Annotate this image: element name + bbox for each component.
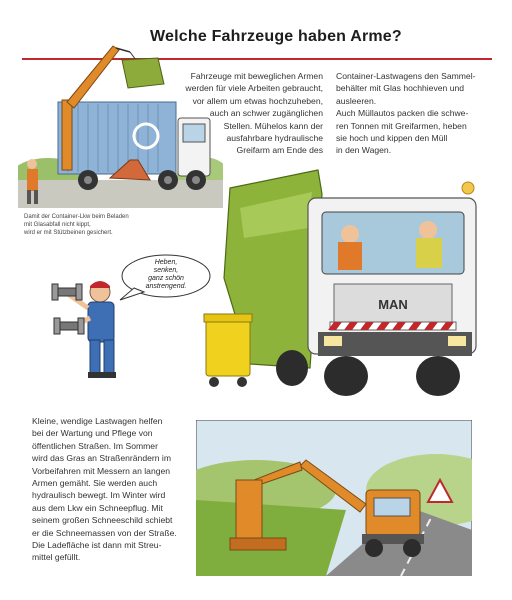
text-line: ausfahrbare hydraulische	[226, 133, 323, 144]
page-title: Welche Fahrzeuge haben Arme?	[150, 28, 402, 45]
mowing-paragraph	[32, 415, 197, 564]
text-line: Container-Lastwagens den Sammel-	[336, 71, 476, 81]
text-line: bei der Wartung und Pflege von	[32, 428, 153, 439]
text-line: öffentlichen Straßen. Im Sommer	[32, 440, 158, 451]
text-line: wird das Gras an Straßenrändern im	[32, 453, 171, 464]
text-line: in den Wagen.	[336, 145, 392, 156]
intro-paragraph-col1	[160, 70, 323, 157]
text-line: hydraulisch bewegt. Im Winter wird	[32, 490, 166, 501]
text-line: Greifarm am Ende des	[236, 145, 323, 156]
text-line: er die Schneemassen von der Straße.	[32, 527, 177, 538]
text-line: Stellen. Mühelos kann der	[223, 120, 323, 131]
bubble-line: anstrengend.	[145, 283, 187, 290]
text-line: Vorbeifahren mit Messern an langen	[32, 465, 171, 476]
text-line: behälter mit Glas hochhieven und	[336, 83, 465, 94]
text-line: vor allem um etwas hochzuheben,	[192, 95, 323, 106]
bubble-line: senken,	[153, 267, 179, 274]
text-line: Fahrzeuge mit beweglichen Armen	[190, 71, 323, 81]
text-line: seinem großen Schneeschild schiebt	[32, 515, 173, 526]
garbage-truck-illustration	[200, 168, 496, 400]
bubble-line: Heben,	[154, 259, 178, 266]
speech-bubble-text	[130, 259, 202, 291]
text-line: Armen gemäht. Sie werden auch	[32, 478, 158, 489]
text-line: Die Ladefläche ist dann mit Streu-	[32, 540, 162, 551]
caption-line: wird er mit Stützbeinen gesichert.	[24, 230, 113, 236]
text-line: Auch Müllautos packen die schwe-	[336, 108, 469, 119]
intro-paragraph-col2	[336, 70, 506, 157]
mowing-truck-illustration	[196, 420, 472, 576]
text-line: ausleeren.	[336, 95, 377, 106]
caption-line: Damit der Container-Lkw beim Beladen	[24, 214, 129, 220]
illustration-caption	[24, 213, 214, 237]
worker-with-dumbbells-illustration	[48, 272, 138, 384]
text-line: aus dem Lkw ein Schneepflug. Mit	[32, 502, 163, 513]
text-line: sie hoch und kippen den Müll	[336, 133, 448, 144]
text-line: auch an schwer zugänglichen	[209, 108, 323, 119]
text-line: mittel gefüllt.	[32, 552, 81, 563]
truck-brand-text: MAN	[378, 297, 408, 312]
text-line: ren Tonnen mit Greifarmen, heben	[336, 120, 467, 131]
bubble-line: ganz schön	[148, 275, 184, 282]
text-line: Kleine, wendige Lastwagen helfen	[32, 416, 163, 426]
caption-line: mit Glasabfall nicht kippt,	[24, 222, 91, 228]
text-line: werden für viele Arbeiten gebraucht,	[185, 83, 323, 94]
